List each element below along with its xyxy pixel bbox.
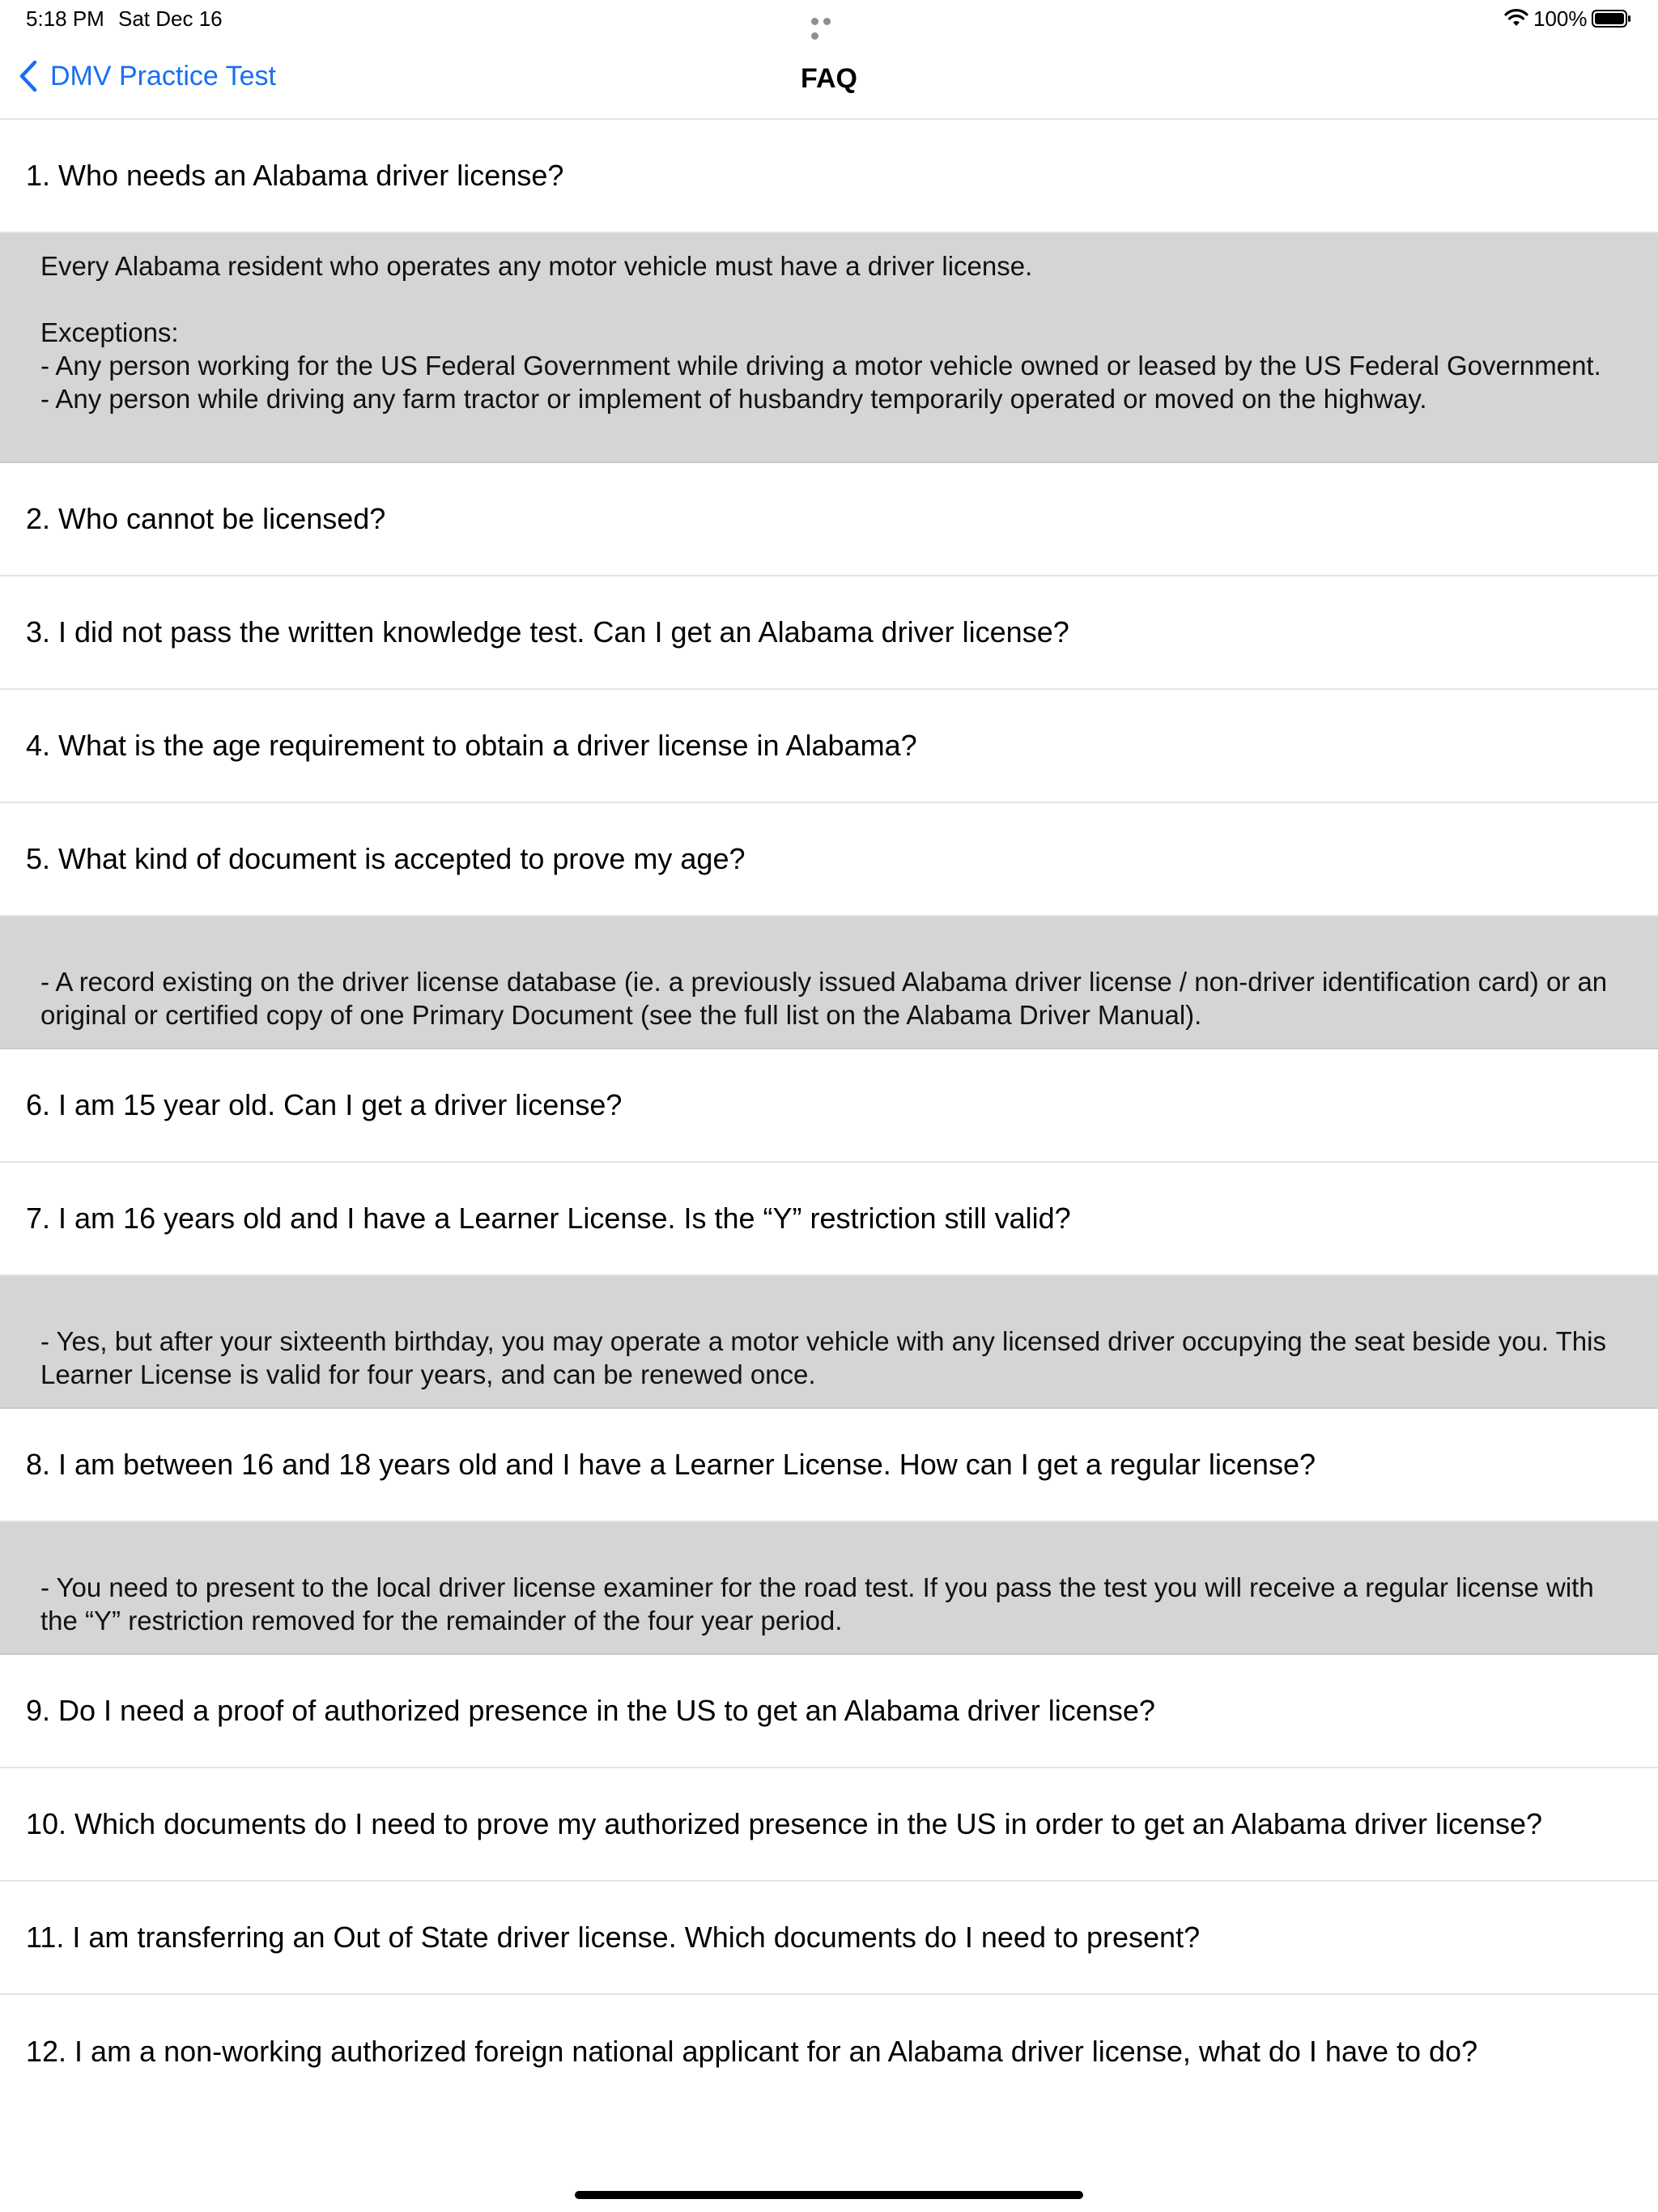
faq-question-1[interactable] — [0, 120, 1658, 233]
faq-question-3[interactable] — [0, 576, 1658, 690]
faq-answer-5: - A record existing on the driver license database (ie. a previously issued Alabama driver license / non-driver identification card) or an original or certified copy of one Primary Document (see the full list on the Alabama Driver Manual). — [0, 917, 1658, 1049]
faq-answer-8: - You need to present to the local driver license examiner for the road test. If you pass the test you will receive a regular license with the “Y” restriction removed for the remainder of the four year period. — [0, 1522, 1658, 1655]
question-text: 5. What kind of document is accepted to prove my age? — [26, 842, 746, 875]
faq-question-5[interactable] — [0, 803, 1658, 917]
faq-question-2[interactable] — [0, 463, 1658, 576]
navigation-bar — [0, 39, 1658, 120]
battery-icon — [1592, 10, 1632, 28]
multitasking-dots-icon[interactable] — [811, 15, 847, 23]
status-time: 5:18 PM — [26, 6, 104, 31]
faq-question-6[interactable] — [0, 1049, 1658, 1163]
question-text: 8. I am between 16 and 18 years old and I have a Learner License. How can I get a regular license? — [26, 1448, 1316, 1481]
faq-answer-7: - Yes, but after your sixteenth birthday, you may operate a motor vehicle with any licensed driver occupying the seat beside you. This Learner License is valid for four years, and can be renewed once. — [0, 1276, 1658, 1409]
question-text: 1. Who needs an Alabama driver license? — [26, 159, 564, 192]
question-text: 4. What is the age requirement to obtain a driver license in Alabama? — [26, 729, 917, 762]
home-indicator[interactable] — [575, 2191, 1083, 2199]
question-text: 3. I did not pass the written knowledge test. Can I get an Alabama driver license? — [26, 615, 1069, 649]
faq-question-9[interactable] — [0, 1655, 1658, 1768]
faq-question-12[interactable] — [0, 1995, 1658, 2108]
faq-question-10[interactable] — [0, 1768, 1658, 1882]
faq-list — [0, 120, 1658, 2108]
faq-question-8[interactable] — [0, 1409, 1658, 1522]
question-text: 6. I am 15 year old. Can I get a driver license? — [26, 1088, 623, 1121]
question-text: 7. I am 16 years old and I have a Learner License. Is the “Y” restriction still valid? — [26, 1202, 1071, 1235]
faq-question-11[interactable] — [0, 1882, 1658, 1995]
status-date: Sat Dec 16 — [118, 6, 223, 31]
question-text: 10. Which documents do I need to prove my authorized presence in the US in order to get an Alabama driver license? — [26, 1807, 1543, 1840]
battery-percent: 100% — [1533, 6, 1588, 31]
faq-question-4[interactable] — [0, 690, 1658, 803]
faq-answer-1: Every Alabama resident who operates any motor vehicle must have a driver license. Exceptions: - Any person working for the US Federal Government while driving a motor vehicle owned or leased by the US Federal Government. - Any person while driving any farm tractor or implement of husbandry temporarily operated or moved on the highway. — [0, 233, 1658, 463]
wifi-icon — [1504, 8, 1528, 28]
status-bar — [0, 0, 1658, 39]
question-text: 12. I am a non-working authorized foreign national applicant for an Alabama driver license, what do I have to do? — [26, 2035, 1478, 2068]
question-text: 11. I am transferring an Out of State driver license. Which documents do I need to present? — [26, 1921, 1201, 1954]
question-text: 2. Who cannot be licensed? — [26, 502, 386, 535]
question-text: 9. Do I need a proof of authorized presence in the US to get an Alabama driver license? — [26, 1694, 1155, 1727]
back-button-label: DMV Practice Test — [50, 60, 277, 91]
faq-question-7[interactable] — [0, 1163, 1658, 1276]
page-title: FAQ — [801, 63, 857, 94]
